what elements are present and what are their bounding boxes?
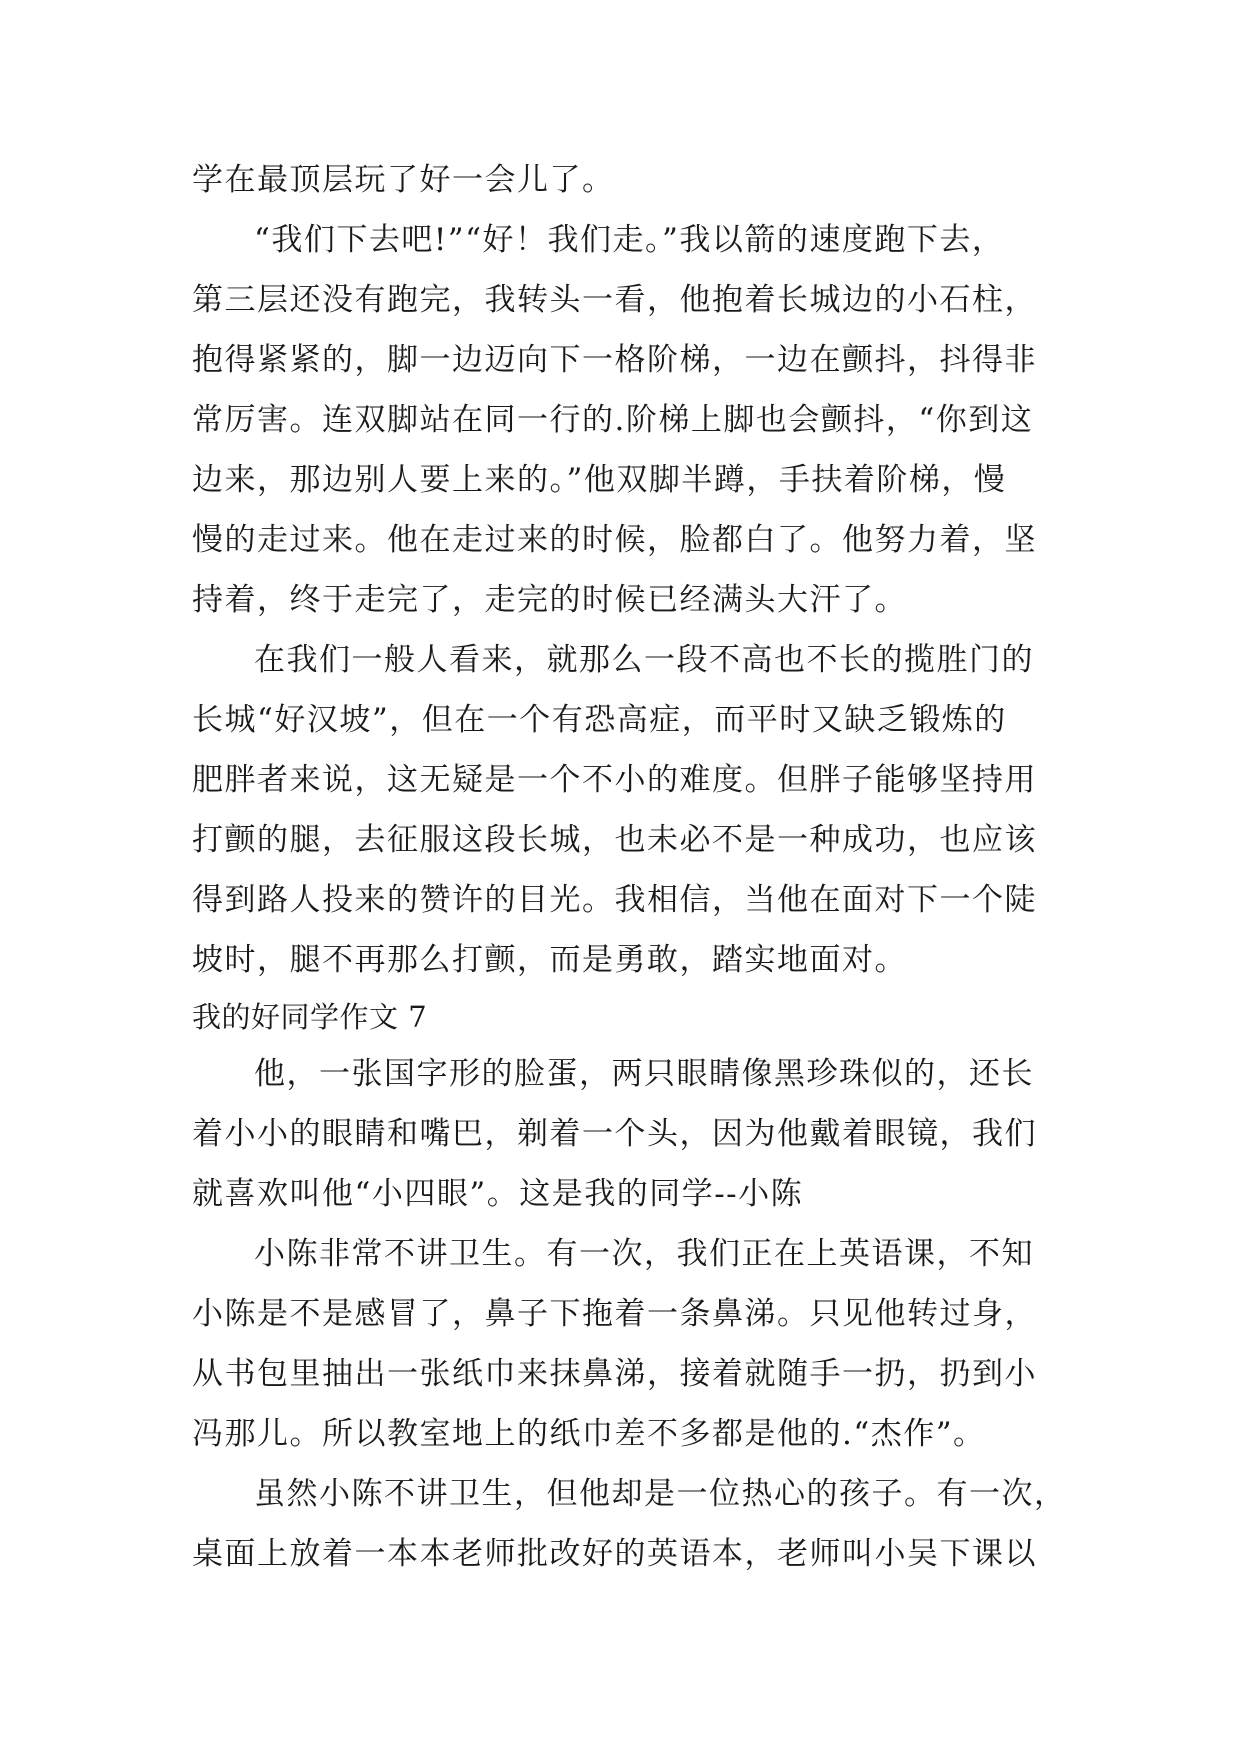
paragraph-start-line: 在我们一般人看来，就那么一段不高也不长的揽胜门的: [254, 642, 1034, 678]
paragraph-start-line: 小陈非常不讲卫生。有一次，我们正在上英语课，不知: [254, 1236, 1034, 1272]
text-line: 冯那儿。所以教室地上的纸巾差不多都是他的.“杰作”。: [192, 1416, 986, 1452]
section-heading: 我的好同学作文 7: [192, 1000, 428, 1034]
paragraph-start-line: “我们下去吧!”“好！我们走。”我以箭的速度跑下去，: [254, 222, 1005, 258]
text-line: 慢的走过来。他在走过来的时候，脸都白了。他努力着，坚: [192, 522, 1037, 558]
text-line: 坡时，腿不再那么打颤，而是勇敢，踏实地面对。: [192, 942, 907, 978]
text-line: 就喜欢叫他“小四眼”。这是我的同学--小陈: [192, 1176, 804, 1212]
text-line: 持着，终于走完了，走完的时候已经满头大汗了。: [192, 582, 907, 618]
text-line: 长城“好汉坡”，但在一个有恐高症，而平时又缺乏锻炼的: [192, 702, 1007, 738]
paragraph-start-line: 虽然小陈不讲卫生，但他却是一位热心的孩子。有一次，: [254, 1476, 1067, 1512]
document-body: [192, 150, 1072, 1584]
text-line: 常厉害。连双脚站在同一行的.阶梯上脚也会颤抖，“你到这: [192, 402, 1034, 438]
text-line: 小陈是不是感冒了，鼻子下拖着一条鼻涕。只见他转过身，: [192, 1296, 1037, 1332]
text-line: 得到路人投来的赞许的目光。我相信，当他在面对下一个陡: [192, 882, 1037, 918]
text-line: 桌面上放着一本本老师批改好的英语本，老师叫小吴下课以: [192, 1536, 1037, 1572]
text-line: 第三层还没有跑完，我转头一看，他抱着长城边的小石柱，: [192, 282, 1037, 318]
text-line: 抱得紧紧的，脚一边迈向下一格阶梯，一边在颤抖，抖得非: [192, 342, 1037, 378]
text-line: 学在最顶层玩了好一会儿了。: [192, 162, 615, 198]
text-line: 打颤的腿，去征服这段长城，也未必不是一种成功，也应该: [192, 822, 1037, 858]
text-line: 着小小的眼睛和嘴巴，剃着一个头，因为他戴着眼镜，我们: [192, 1116, 1037, 1152]
text-line: 从书包里抽出一张纸巾来抹鼻涕，接着就随手一扔，扔到小: [192, 1356, 1037, 1392]
text-line: 肥胖者来说，这无疑是一个不小的难度。但胖子能够坚持用: [192, 762, 1037, 798]
paragraph-start-line: 他，一张国字形的脸蛋，两只眼睛像黑珍珠似的，还长: [254, 1056, 1034, 1092]
text-line: 边来，那边别人要上来的。”他双脚半蹲，手扶着阶梯，慢: [192, 462, 1007, 498]
